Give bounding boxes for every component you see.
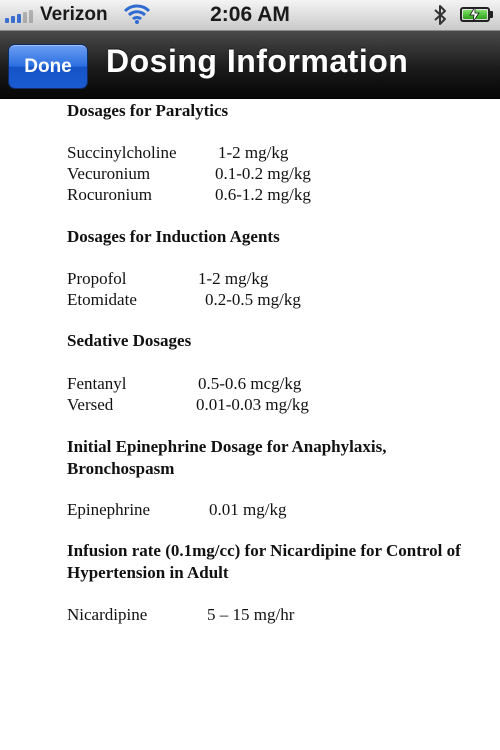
status-bar [0, 0, 500, 31]
drug-name: Epinephrine [67, 500, 151, 519]
battery-tip [490, 11, 493, 18]
section-title-sedatives: Sedative Dosages [67, 331, 192, 350]
drug-name: Propofol [67, 269, 127, 288]
drug-dose: 0.2-0.5 mg/kg [205, 290, 301, 309]
drug-dose: 1-2 mg/kg [198, 269, 269, 288]
section-title-nicardipine: Infusion rate (0.1mg/cc) for Nicardipine for Control of Hypertension in Adult [67, 541, 461, 582]
done-button[interactable]: Done [8, 44, 88, 89]
drug-name: Etomidate [67, 290, 137, 309]
drug-dose: 0.1-0.2 mg/kg [215, 164, 311, 183]
drug-name: Vecuronium [67, 164, 151, 183]
navigation-bar [0, 31, 500, 99]
drug-name: Fentanyl [67, 374, 127, 393]
carrier-name: Verizon [40, 4, 108, 25]
drug-dose: 0.6-1.2 mg/kg [215, 185, 311, 204]
dosing-content[interactable] [0, 99, 500, 750]
drug-dose: 0.01-0.03 mg/kg [196, 395, 309, 414]
drug-name: Versed [67, 395, 114, 414]
section-title-paralytics: Dosages for Paralytics [67, 101, 229, 120]
drug-dose: 1-2 mg/kg [218, 143, 289, 162]
drug-dose: 5 – 15 mg/hr [207, 605, 295, 624]
bluetooth-icon [433, 4, 447, 31]
drug-name: Succinylcholine [67, 143, 177, 162]
drug-name: Rocuronium [67, 185, 152, 204]
section-title-induction-agents: Dosages for Induction Agents [67, 227, 280, 246]
drug-dose: 0.01 mg/kg [209, 500, 287, 519]
drug-name: Nicardipine [67, 605, 148, 624]
page-title: Dosing Information [106, 43, 409, 79]
drug-dose: 0.5-0.6 mcg/kg [198, 374, 302, 393]
status-time: 2:06 AM [210, 3, 290, 26]
charging-bolt-icon [466, 7, 484, 27]
section-title-epinephrine: Initial Epinephrine Dosage for Anaphylaxis, Bronchospasm [67, 437, 387, 478]
